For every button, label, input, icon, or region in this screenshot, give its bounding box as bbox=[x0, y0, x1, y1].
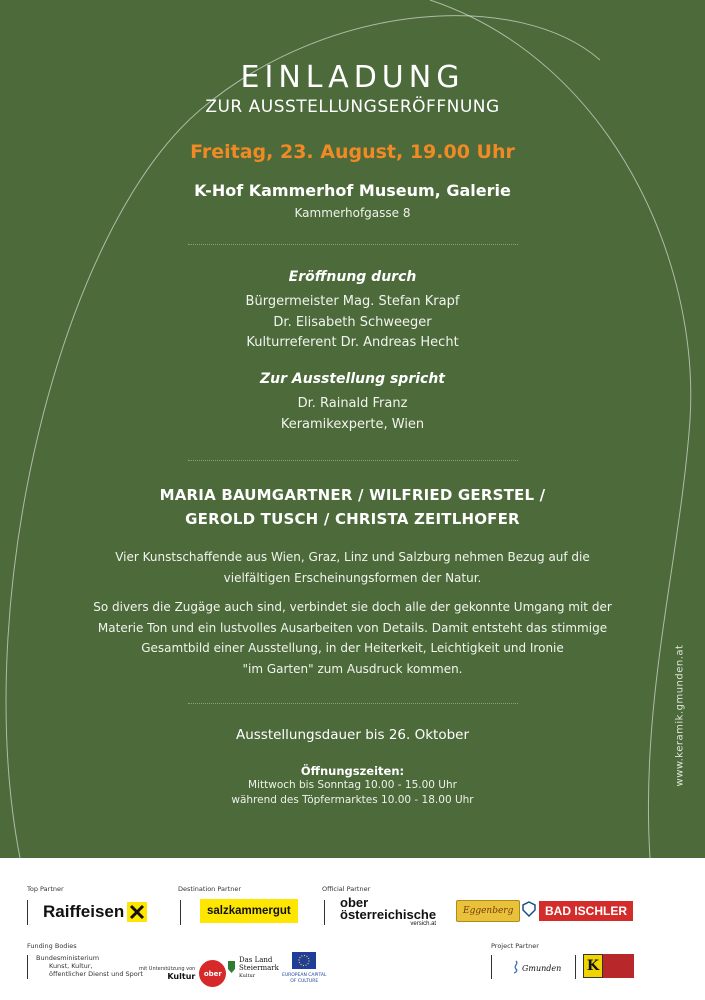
khof-red-block bbox=[603, 954, 634, 978]
bm-line: Kunst, Kultur, bbox=[49, 962, 93, 970]
description-line: So divers die Zugäge auch sind, verbindet sie doch alle der gekonnte Umgang mit der bbox=[93, 600, 612, 614]
speaker-line: Bürgermeister Mag. Stefan Krapf bbox=[245, 294, 460, 309]
kultur-lockup bbox=[139, 966, 195, 981]
event-date: Freitag, 23. August, 19.00 Uhr bbox=[190, 141, 515, 163]
venue: K-Hof Kammerhof Museum, Galerie bbox=[194, 181, 511, 200]
bad-ischler-wordmark: BAD ISCHLER bbox=[539, 901, 633, 921]
salzkammergut-wordmark: salzkammergut bbox=[200, 899, 298, 923]
eggenberg-logo bbox=[456, 900, 520, 922]
opening-hours-heading: Öffnungszeiten: bbox=[300, 764, 405, 778]
eu-line: OF CULTURE bbox=[290, 979, 319, 984]
address: Kammerhofgasse 8 bbox=[294, 206, 411, 220]
divider bbox=[188, 703, 518, 704]
artists-line: GEROLD TUSCH / CHRISTA ZEITLHOFER bbox=[185, 509, 520, 528]
panther-icon bbox=[227, 959, 236, 978]
divider bbox=[324, 900, 325, 925]
steiermark-logo bbox=[227, 956, 279, 980]
description-line: Gesamtbild einer Ausstellung, in der Heiterkeit, Leichtigkeit und Ironie bbox=[141, 641, 564, 655]
description-paragraph-2 bbox=[0, 597, 705, 679]
gmunden-logo bbox=[512, 959, 561, 978]
bm-line: Bundesministerium bbox=[36, 954, 100, 962]
hours-line: Mittwoch bis Sonntag 10.00 - 15.00 Uhr bbox=[248, 779, 457, 791]
opening-hours bbox=[0, 778, 705, 808]
bm-line: öffentlicher Dienst und Sport bbox=[49, 970, 143, 978]
funding-label: Funding Bodies bbox=[27, 942, 77, 950]
stmk-line: Das Land bbox=[239, 956, 273, 964]
partner-footer bbox=[0, 858, 705, 1000]
land-ooe-kultur-logo bbox=[139, 960, 226, 987]
description-paragraph-1 bbox=[0, 547, 705, 588]
artists-line: MARIA BAUMGARTNER / WILFRIED GERSTEL / bbox=[159, 486, 546, 504]
destination-partner-label: Destination Partner bbox=[178, 885, 241, 893]
description-line: Vier Kunstschaffende aus Wien, Graz, Linz und Salzburg nehmen Bezug auf die bbox=[115, 550, 590, 564]
ooe-versicherung-logo bbox=[340, 897, 436, 928]
description-line: Materie Ton und ein lustvolles Ausarbeiten von Details. Damit entsteht das stimmige bbox=[97, 620, 608, 635]
bad-ischler-logo bbox=[522, 901, 633, 921]
shield-icon bbox=[522, 901, 536, 921]
ooe-line: versich.at bbox=[410, 921, 437, 927]
gmunden-wordmark: Gmunden bbox=[522, 964, 562, 973]
steiermark-text bbox=[239, 956, 279, 980]
divider bbox=[27, 955, 28, 979]
opening-heading: Eröffnung durch bbox=[288, 269, 417, 285]
description-line: "im Garten" zum Ausdruck kommen. bbox=[242, 661, 463, 676]
raiffeisen-wordmark: Raiffeisen bbox=[43, 902, 125, 921]
stmk-line: Kultur bbox=[239, 973, 256, 979]
ooe-line: österreichische bbox=[340, 907, 437, 922]
speaker-line: Dr. Elisabeth Schweeger bbox=[273, 314, 432, 330]
talk-line: Keramikexperte, Wien bbox=[280, 416, 425, 432]
divider bbox=[188, 244, 518, 245]
hours-line: während des Töpfermarktes 10.00 - 18.00 Uhr bbox=[231, 794, 474, 806]
speaker-line: Kulturreferent Dr. Andreas Hecht bbox=[246, 335, 459, 350]
divider bbox=[188, 460, 518, 461]
project-partner-label: Project Partner bbox=[491, 942, 539, 950]
official-partner-label: Official Partner bbox=[322, 885, 371, 893]
ooe-line: ober bbox=[340, 895, 369, 910]
eu-flag-icon bbox=[292, 952, 316, 973]
divider bbox=[575, 955, 576, 979]
website-link[interactable]: www.keramik.gmunden.at bbox=[674, 644, 686, 787]
khof-logo bbox=[583, 954, 634, 978]
kultur-prefix: mit Unterstützung von bbox=[139, 966, 196, 972]
eu-capital-of-culture-logo bbox=[282, 952, 326, 985]
subtitle: ZUR AUSSTELLUNGSERÖFFNUNG bbox=[205, 97, 500, 117]
eggenberg-wordmark: Eggenberg bbox=[456, 900, 520, 922]
talk-heading: Zur Ausstellung spricht bbox=[260, 371, 445, 387]
opening-speakers bbox=[0, 292, 705, 354]
stmk-line: Steiermark bbox=[239, 964, 279, 972]
bmkoes-logo bbox=[36, 954, 143, 978]
raiffeisen-icon bbox=[127, 902, 147, 922]
divider bbox=[27, 900, 28, 925]
top-partner-label: Top Partner bbox=[27, 885, 64, 893]
eu-line: EUROPEAN CAPITAL bbox=[282, 973, 327, 978]
artists bbox=[0, 484, 705, 531]
ober-badge: ober bbox=[199, 960, 226, 987]
exhibition-duration: Ausstellungsdauer bis 26. Oktober bbox=[235, 727, 470, 743]
kultur-label: Kultur bbox=[167, 972, 196, 981]
khof-mark: K bbox=[583, 954, 603, 978]
talk-lines bbox=[0, 394, 705, 435]
raiffeisen-logo bbox=[43, 902, 147, 922]
title: EINLADUNG bbox=[240, 60, 465, 95]
description-line: vielfältigen Erscheinungsformen der Natur. bbox=[223, 570, 482, 585]
divider bbox=[491, 955, 492, 979]
talk-line: Dr. Rainald Franz bbox=[297, 396, 408, 411]
gmunden-icon bbox=[512, 959, 520, 978]
divider bbox=[180, 900, 181, 925]
salzkammergut-logo bbox=[200, 899, 298, 923]
